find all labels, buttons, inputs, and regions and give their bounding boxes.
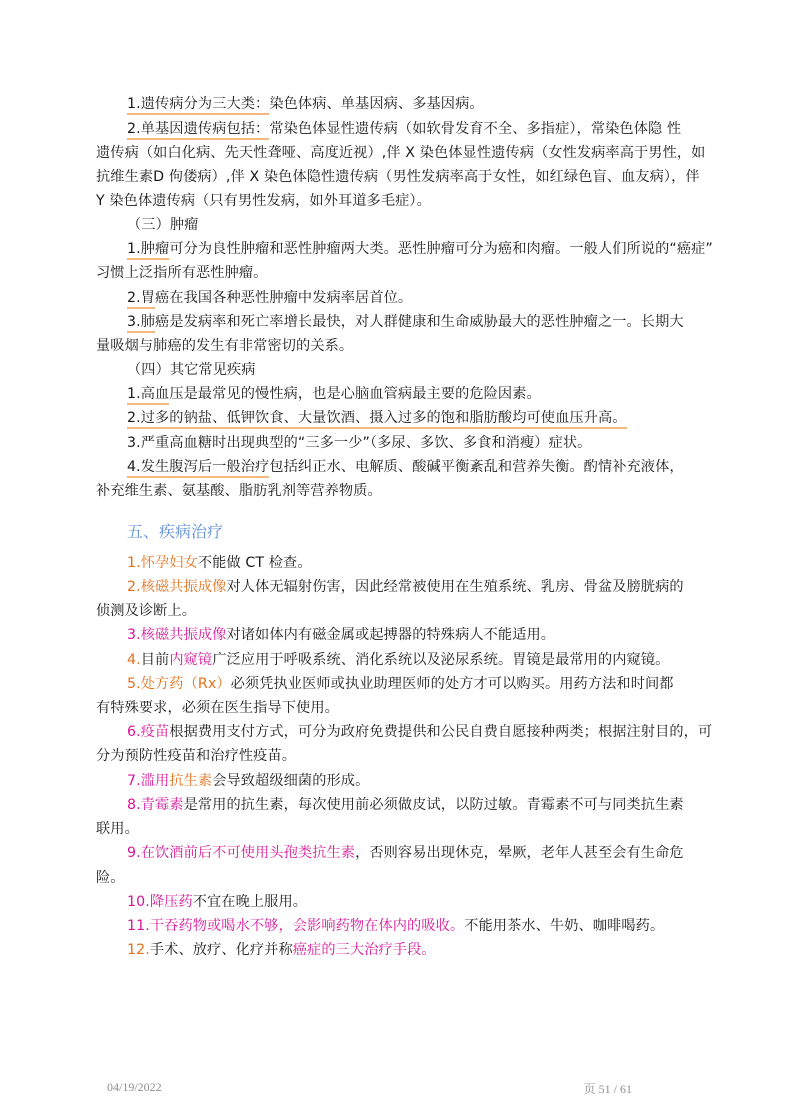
other-line-2: 2.过多的钠盐、低钾饮食、大量饮酒、摄入过多的饱和脂肪酸均可使血压升高。 [127, 406, 737, 430]
footer-date: 04/19/2022 [107, 1080, 162, 1094]
tumor-heading: （三）肿瘤 [127, 217, 199, 233]
genetic-line-4: 抗维生素D 佝偻病）,伴 X 染色体隐性遗传病（男性发病率高于女性，如红绿色盲、血友病），伴 [96, 169, 700, 185]
other-line-1: 1.高血压是最常见的慢性病，也是心脑血管病最主要的危险因素。 [127, 382, 737, 406]
treatment-item-9: 9.在饮酒前后不可使用头孢类抗生素，否则容易出现休克，晕厥，老年人甚至会有生命危 [127, 845, 684, 861]
treatment-item-5: 5.处方药（Rx）必须凭执业医师或执业助理医师的处方才可以购买。用药方法和时间都 [127, 676, 674, 692]
treatment-item-9-cont: 险。 [96, 870, 125, 886]
treatment-item-7: 7.滥用抗生素会导致超级细菌的形成。 [127, 773, 370, 789]
other-line-4: 4.发生腹泻后一般治疗包括纠正水、电解质、酸碱平衡紊乱和营养失衡。酌情补充液体， [127, 455, 737, 479]
genetic-line-2: 2.单基因遗传病包括：常染色体显性遗传病（如软骨发育不全、多指症），常染色体隐 性 [127, 117, 737, 141]
treatment-item-6: 6.疫苗根据费用支付方式，可分为政府免费提供和公民自费自愿接种两类；根据注射目的，可 [127, 724, 713, 740]
tumor-line-4: 3.肺癌是发病率和死亡率增长最快，对人群健康和生命威胁最大的恶性肿瘤之一。长期大 [127, 310, 737, 334]
treatment-item-10: 10.降压药不宜在晚上服用。 [127, 894, 308, 910]
genetic-line-3: 遗传病（如白化病、先天性聋哑、高度近视）,伴 X 染色体显性遗传病（女性发病率高于男性，如 [96, 145, 706, 161]
other-line-3: 3.严重高血糖时出现典型的“三多一少”（多尿、多饮、多食和消瘦）症状。 [127, 435, 592, 451]
tumor-line-2: 习惯上泛指所有恶性肿瘤。 [96, 265, 268, 281]
footer-page-number: 页 51 / 61 [583, 1082, 632, 1096]
other-line-5: 补充维生素、氨基酸、脂肪乳剂等营养物质。 [96, 483, 382, 499]
treatment-item-1: 1.怀孕妇女不能做 CT 检查。 [127, 555, 312, 571]
section-title-treatment: 五、疾病治疗 [127, 522, 224, 541]
treatment-item-11: 11.干吞药物或喝水不够，会影响药物在体内的吸收。不能用茶水、牛奶、咖啡喝药。 [127, 918, 665, 934]
tumor-line-3: 2.胃癌在我国各种恶性肿瘤中发病率居首位。 [127, 286, 737, 310]
tumor-line-1: 1.肿瘤可分为良性肿瘤和恶性肿瘤两大类。恶性肿瘤可分为癌和肉瘤。一般人们所说的“癌症” [127, 237, 737, 261]
treatment-item-4: 4.目前内窥镜广泛应用于呼吸系统、消化系统以及泌尿系统。胃镜是最常用的内窥镜。 [127, 652, 670, 668]
other-heading: （四）其它常见疾病 [127, 362, 256, 378]
treatment-item-8-cont: 联用。 [96, 821, 139, 837]
treatment-item-2-cont: 侦测及诊断上。 [96, 603, 197, 619]
tumor-line-5: 量吸烟与肺癌的发生有非常密切的关系。 [96, 338, 354, 354]
treatment-item-12: 12.手术、放疗、化疗并称癌症的三大治疗手段。 [127, 942, 436, 958]
genetic-line-1: 1.遗传病分为三大类：染色体病、单基因病、多基因病。 [127, 92, 737, 116]
treatment-item-3: 3.核磁共振成像对诸如体内有磁金属或起搏器的特殊病人不能适用。 [127, 627, 556, 643]
treatment-item-5-cont: 有特殊要求，必须在医生指导下使用。 [96, 700, 339, 716]
treatment-item-6-cont: 分为预防性疫苗和治疗性疫苗。 [96, 748, 297, 764]
treatment-item-2: 2.核磁共振成像对人体无辐射伤害，因此经常被使用在生殖系统、乳房、骨盆及膀胱病的 [127, 579, 684, 595]
treatment-item-8: 8.青霉素是常用的抗生素，每次使用前必须做皮试，以防过敏。青霉素不可与同类抗生素 [127, 797, 684, 813]
genetic-line-5: Y 染色体遗传病（只有男性发病，如外耳道多毛症）。 [96, 193, 431, 209]
